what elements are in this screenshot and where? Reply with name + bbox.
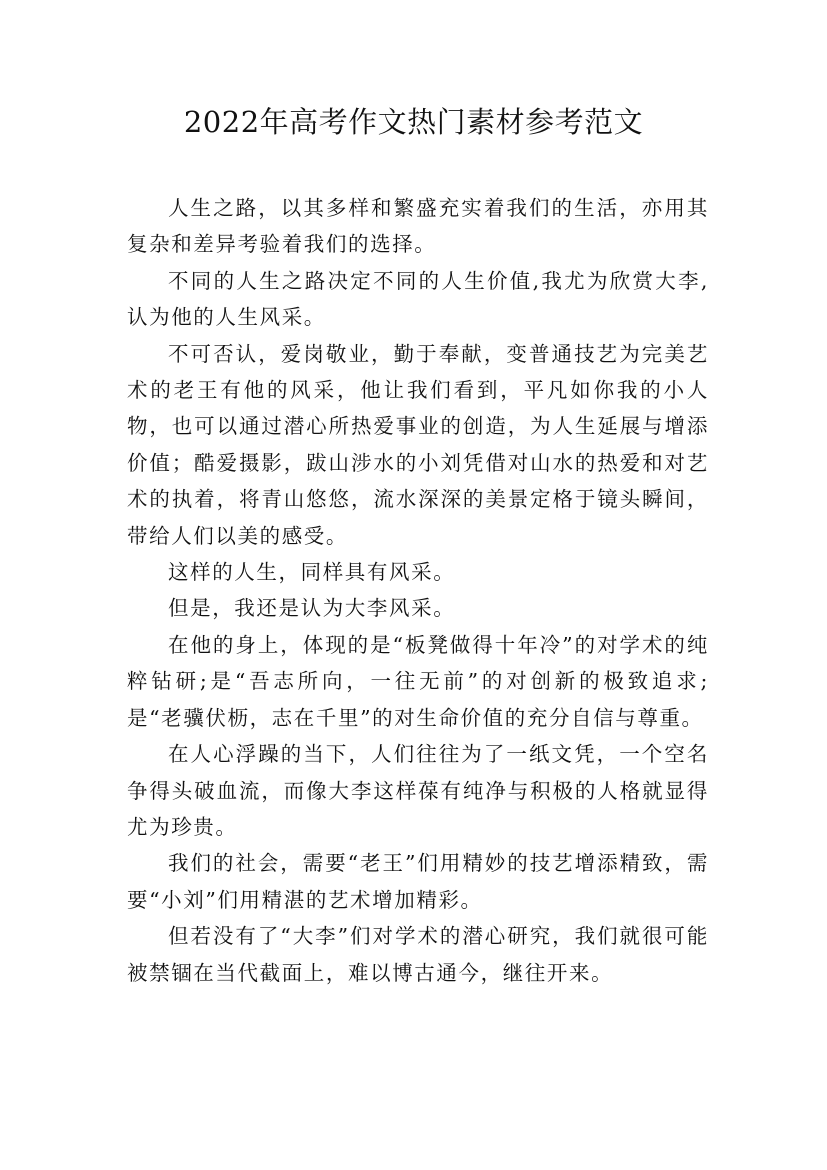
paragraph-3: 不可否认，爱岗敬业，勤于奉献，变普通技艺为完美艺术的老王有他的风采，他让我们看到，平凡如你我的小人物，也可以通过潜心所热爱事业的创造，为人生延展与增添价值；酷爱摄影，跋山涉水的小刘凭借对山水的热爱和对艺术的执着，将青山悠悠，流水深深的美景定格于镜头瞬间，带给人们以美的感受。 (127, 341, 709, 548)
paragraph-7: 在人心浮躁的当下，人们往往为了一纸文凭，一个空名争得头破血流，而像大李这样葆有纯净与积极的人格就显得尤为珍贵。 (127, 742, 709, 839)
paragraph-1: 人生之路，以其多样和繁盛充实着我们的生活，亦用其复杂和差异考验着我们的选择。 (127, 196, 709, 257)
paragraph-5: 但是，我还是认为大李风采。 (168, 596, 456, 621)
paragraph-9: 但若没有了“大李”们对学术的潜心研究，我们就很可能被禁锢在当代截面上，难以博古通今，继往开来。 (127, 924, 709, 985)
paragraph-4: 这样的人生，同样具有风采。 (168, 560, 456, 585)
document-body (127, 190, 709, 991)
paragraph-2: 不同的人生之路决定不同的人生价值,我尤为欣赏大李,认为他的人生风采。 (127, 268, 709, 330)
paragraph-8: 我们的社会，需要“老王”们用精妙的技艺增添精致，需要“小刘”们用精湛的艺术增加精彩。 (127, 851, 709, 912)
document-title: 2022年高考作文热门素材参考范文 (183, 105, 644, 139)
paragraph-6: 在他的身上，体现的是“板凳做得十年冷”的对学术的纯粹钻研;是“吾志所向，一往无前”的对创新的极致追求;是“老骥伏枥，志在千里”的对生命价值的充分自信与尊重。 (127, 632, 709, 730)
